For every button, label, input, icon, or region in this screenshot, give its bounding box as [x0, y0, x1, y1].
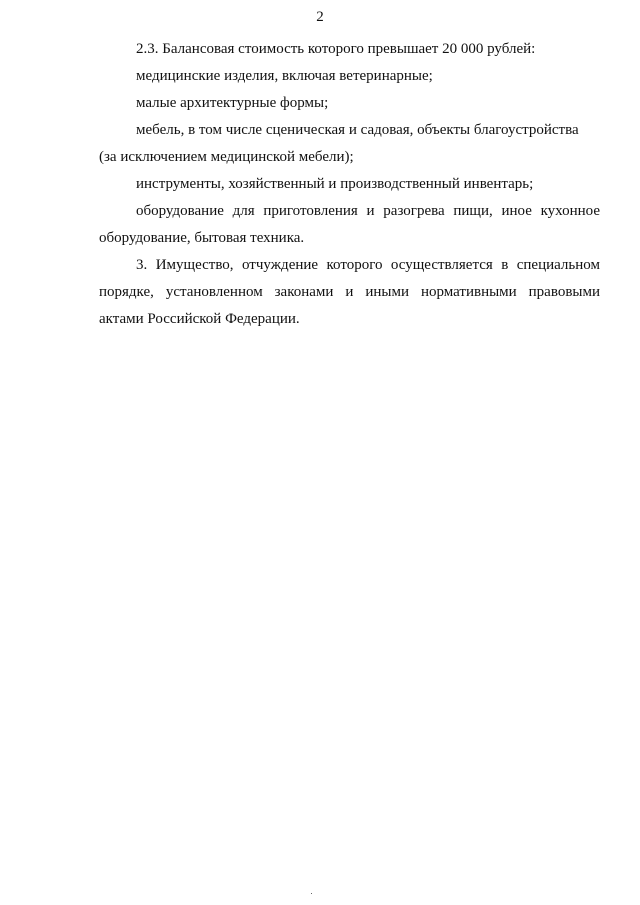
scan-speck [311, 893, 312, 894]
page-number: 2 [316, 9, 324, 25]
list-item-kitchen-equipment-line-2: оборудование, бытовая техника. [99, 230, 305, 246]
clause-3-line-2: порядке, установленном законами и иными нормативными правовыми [99, 284, 600, 300]
list-item-tools: инструменты, хозяйственный и производственный инвентарь; [136, 176, 534, 192]
list-item-kitchen-equipment-line-1: оборудование для приготовления и разогрева пищи, иное кухонное [136, 203, 600, 219]
list-item-architectural-forms: малые архитектурные формы; [136, 95, 329, 111]
clause-3-line-3: актами Российской Федерации. [99, 311, 300, 327]
list-item-furniture-line-2: (за исключением медицинской мебели); [99, 149, 354, 165]
clause-3-line-1: 3. Имущество, отчуждение которого осуществляется в специальном [136, 257, 600, 273]
list-item-furniture-line-1: мебель, в том числе сценическая и садовая, объекты благоустройства [136, 122, 579, 138]
list-item-medical-devices: медицинские изделия, включая ветеринарные; [136, 68, 433, 84]
clause-2-3-heading: 2.3. Балансовая стоимость которого превышает 20 000 рублей: [136, 41, 536, 57]
